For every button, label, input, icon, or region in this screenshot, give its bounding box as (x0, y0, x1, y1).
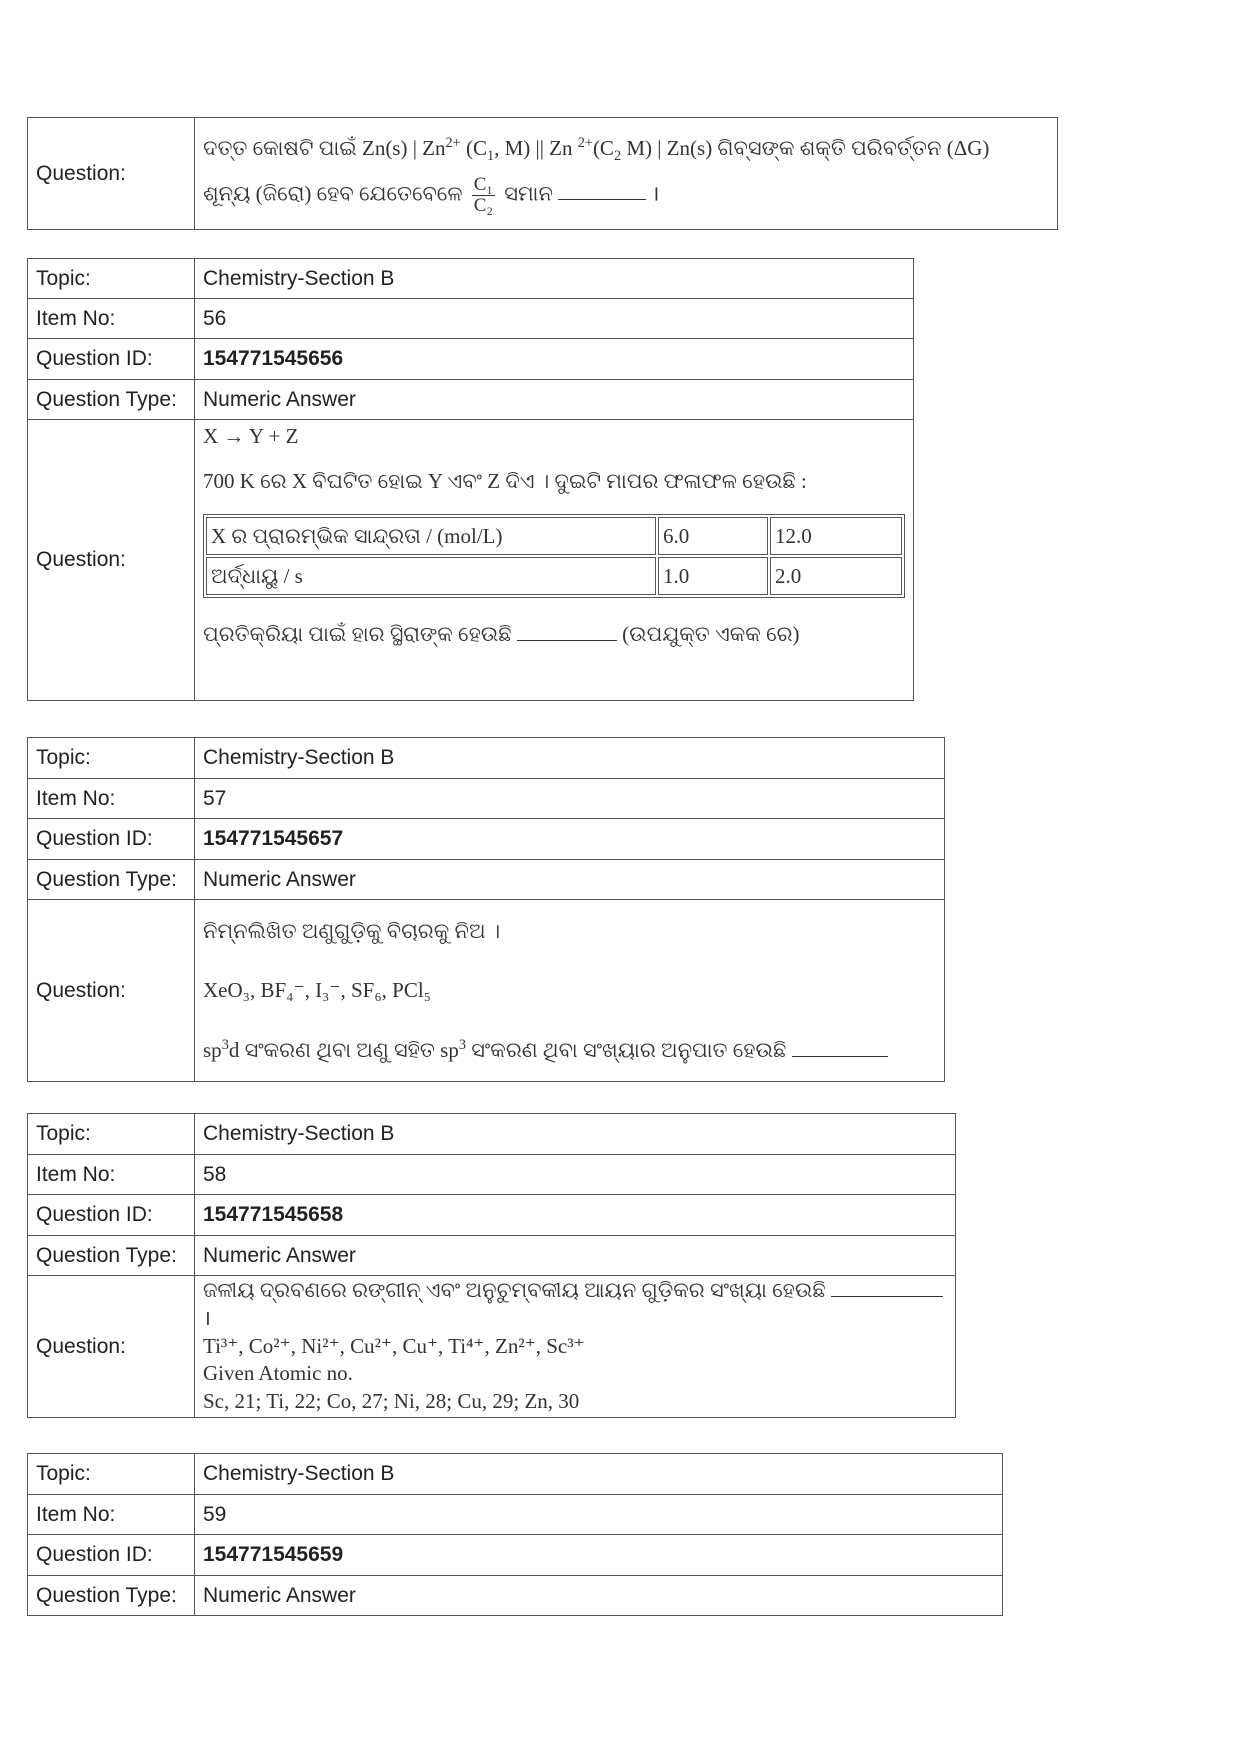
item-no-label: Item No: (28, 299, 195, 339)
atomic-numbers: Sc, 21; Ti, 22; Co, 27; Ni, 28; Cu, 29; Zn, 30 (203, 1389, 580, 1414)
item-no-value: 56 (195, 299, 914, 339)
answer-blank (517, 640, 617, 641)
table-cell: 6.0 (658, 517, 768, 555)
question-block-55 (27, 117, 1058, 230)
answer-blank (831, 1296, 943, 1297)
question-id-value: 154771545657 (195, 819, 945, 860)
question-content (195, 420, 914, 701)
question-type-label: Question Type: (28, 860, 195, 900)
question-block-57 (27, 737, 945, 1082)
table-cell: 2.0 (770, 557, 902, 595)
question-intro: ଜଳୀୟ ଦ୍ରବଣରେ ରଙ୍ଗୀନ୍ ଏବଂ ଅନୁଚୁମ୍ବକୀୟ ଆୟନ ଗୁଡ଼ିକର ସଂଖ୍ୟା ହେଉଛି । (203, 1277, 947, 1332)
molecule-list: XeO₃, BF₄⁻, I₃⁻, SF₆, PCl₅ (203, 977, 431, 1002)
table-cell: X ର ପ୍ରାରମ୍ଭିକ ସାନ୍ଦ୍ରତା / (mol/L) (206, 517, 656, 555)
topic-label: Topic: (28, 738, 195, 779)
fraction: $\frac{\text{C₁}}{\text{C₂}}$ (473, 174, 494, 217)
question-type-value: Numeric Answer (195, 1576, 1003, 1616)
question-id-value: 154771545656 (195, 339, 914, 380)
item-no-label: Item No: (28, 779, 195, 819)
question-content (195, 118, 1058, 230)
item-no-label: Item No: (28, 1155, 195, 1195)
question-type-label: Question Type: (28, 380, 195, 420)
question-type-label: Question Type: (28, 1236, 195, 1276)
question-type-value: Numeric Answer (195, 860, 945, 900)
question-block-59 (27, 1453, 1003, 1616)
topic-value: Chemistry-Section B (195, 259, 914, 299)
question-type-label: Question Type: (28, 1576, 195, 1616)
question-id-label: Question ID: (28, 1535, 195, 1576)
question-label: Question: (28, 900, 195, 1082)
question-content (195, 1276, 956, 1418)
topic-label: Topic: (28, 259, 195, 299)
question-label: Question: (28, 420, 195, 701)
question-intro: 700 K ରେ X ବିଘଟିତ ହୋଇ Y ଏବଂ Z ଦିଏ । ଦୁଇଟି ମାପର ଫଳାଫଳ ହେଉଛି : (203, 469, 807, 493)
topic-label: Topic: (28, 1454, 195, 1495)
question-id-value: 154771545659 (195, 1535, 1003, 1576)
question-label: Question: (28, 118, 195, 230)
question-block-56 (27, 258, 914, 701)
table-row (206, 557, 902, 595)
question-content (195, 900, 945, 1082)
question-id-value: 154771545658 (195, 1195, 956, 1236)
table-cell: 12.0 (770, 517, 902, 555)
reaction-equation: X → Y + Z (203, 424, 299, 448)
question-id-label: Question ID: (28, 819, 195, 860)
question-intro: ନିମ୍ନଲିଖିତ ଅଣୁଗୁଡ଼ିକୁ ବିଚାରକୁ ନିଅ । (203, 918, 501, 943)
table-row (206, 517, 902, 555)
question-line-1: ଦତ୍ତ କୋଷଟି ପାଇଁ Zn(s) | $Zn^{2+}$ ($C_1$, M) || Zn $^{2+}(C_2$ M) | Zn(s) ଗିବ୍ସଙ୍କ ଶକ୍ତି ପରିବର୍ତ୍ତନ (ΔG) (203, 134, 990, 165)
given-heading: Given Atomic no. (203, 1361, 353, 1386)
topic-value: Chemistry-Section B (195, 1454, 1003, 1495)
topic-value: Chemistry-Section B (195, 1114, 956, 1155)
table-cell: 1.0 (658, 557, 768, 595)
question-type-value: Numeric Answer (195, 1236, 956, 1276)
question-ask: $sp^3d$ ସଂକରଣ ଥିବା ଅଣୁ ସହିତ $sp^3$ ସଂକରଣ ଥିବା ସଂଖ୍ୟାର ଅନୁପାତ ହେଉଛି (203, 1037, 936, 1063)
ion-list: Ti³⁺, Co²⁺, Ni²⁺, Cu²⁺, Cu⁺, Ti⁴⁺, Zn²⁺, Sc³⁺ (203, 1333, 585, 1358)
item-no-label: Item No: (28, 1495, 195, 1535)
item-no-value: 57 (195, 779, 945, 819)
topic-value: Chemistry-Section B (195, 738, 945, 779)
question-id-label: Question ID: (28, 1195, 195, 1236)
data-table (203, 514, 905, 598)
topic-label: Topic: (28, 1114, 195, 1155)
answer-blank (558, 199, 646, 200)
question-ask: ପ୍ରତିକ୍ରିୟା ପାଇଁ ହାର ସ୍ଥିରାଙ୍କ ହେଉଛି (ଉପଯୁକ୍ତ ଏକକ ରେ) (203, 622, 800, 646)
question-type-value: Numeric Answer (195, 380, 914, 420)
answer-blank (792, 1056, 888, 1057)
table-cell: ଅର୍ଦ୍ଧାୟୁ / s (206, 557, 656, 595)
question-id-label: Question ID: (28, 339, 195, 380)
question-block-58 (27, 1113, 956, 1418)
item-no-value: 58 (195, 1155, 956, 1195)
question-label: Question: (28, 1276, 195, 1418)
item-no-value: 59 (195, 1495, 1003, 1535)
question-line-2: ଶୂନ୍ୟ (ଜିରୋ) ହେବ ଯେତେବେଳେ $\frac{\text{C₁}}{\text{C₂}}$ ସମାନ । (203, 174, 660, 217)
